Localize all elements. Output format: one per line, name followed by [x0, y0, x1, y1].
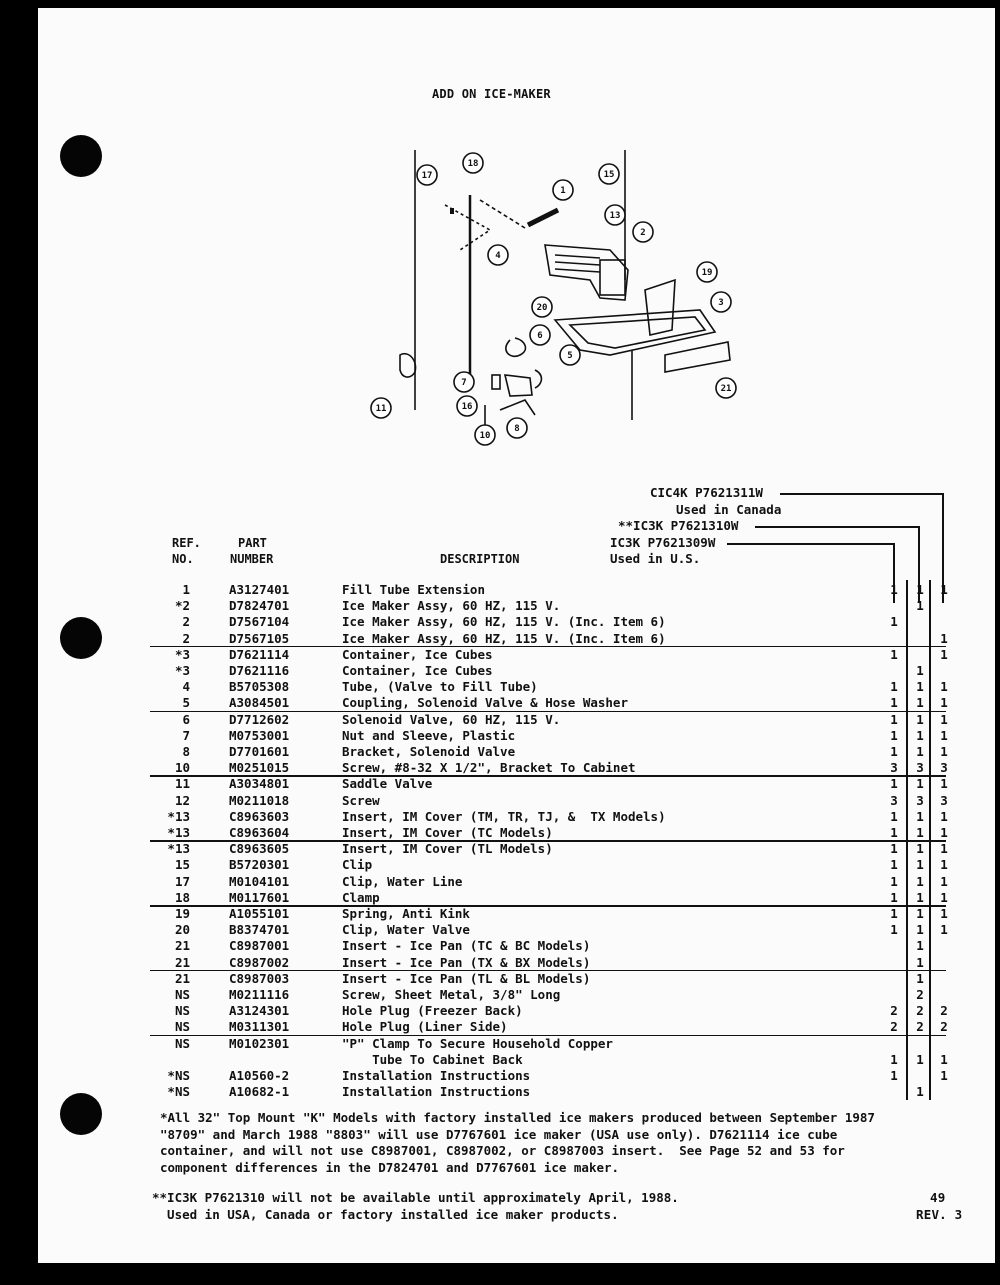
ref-no: 10	[174, 760, 190, 776]
ref-no: *NS	[167, 1084, 190, 1100]
qty-ic3k-2: 1	[916, 922, 924, 938]
ref-no: *13	[167, 808, 190, 824]
part-number: M0102301	[229, 1035, 290, 1051]
part-number: D7824701	[229, 598, 290, 614]
table-row	[0, 793, 1000, 809]
qty-ic3k: 1	[890, 889, 898, 905]
qty-ic3k-2: 3	[916, 792, 924, 808]
description: Solenoid Valve, 60 HZ, 115 V.	[342, 711, 561, 727]
callout-8: 8	[514, 424, 520, 434]
row-separator	[150, 775, 946, 777]
qty-ic3k: 1	[890, 808, 898, 824]
part-number: C8987003	[229, 970, 290, 986]
callout-4: 4	[495, 251, 501, 261]
qty-ic3k-2: 1	[916, 1084, 924, 1100]
qty-cic4k: 2	[940, 1003, 948, 1019]
qty-ic3k-2: 1	[916, 679, 924, 695]
qty-cic4k: 1	[940, 695, 948, 711]
qty-cic4k: 1	[940, 1068, 948, 1083]
description: Ice Maker Assy, 60 HZ, 115 V. (Inc. Item 6)	[342, 614, 666, 630]
qty-cic4k: 2	[940, 1019, 948, 1035]
part-number: M0251015	[229, 760, 290, 776]
qty-cic4k: 1	[940, 922, 948, 938]
table-row	[0, 987, 1000, 1003]
qty-cic4k: 1	[940, 1051, 948, 1067]
ref-no: 2	[182, 614, 190, 630]
binder-hole-top	[60, 135, 102, 177]
part-number: A10682-1	[229, 1084, 290, 1100]
callout-1: 1	[560, 186, 566, 196]
qty-ic3k: 1	[890, 825, 898, 840]
qty-ic3k: 1	[890, 841, 898, 857]
table-row	[0, 922, 1000, 938]
ref-no: 4	[182, 679, 190, 695]
ref-no: 15	[174, 857, 190, 873]
table-row	[0, 598, 1000, 614]
qty-cic4k: 3	[940, 760, 948, 776]
ice-maker-exploded-diagram	[360, 150, 760, 450]
qty-ic3k-2: 1	[916, 906, 924, 921]
table-row	[0, 938, 1000, 954]
table-row	[0, 809, 1000, 825]
ref-no: 1	[182, 582, 190, 597]
part-number: A3127401	[229, 582, 290, 597]
col-header-no: NO.	[172, 552, 194, 566]
row-separator	[150, 905, 946, 907]
table-row	[0, 728, 1000, 744]
table-row	[0, 874, 1000, 890]
ref-no: NS	[174, 1003, 190, 1019]
description: Insert, IM Cover (TC Models)	[342, 825, 553, 840]
qty-ic3k: 1	[890, 614, 898, 630]
description: "P" Clamp To Secure Household Copper	[342, 1035, 613, 1051]
model-header-2: **IC3K P7621310W	[618, 518, 739, 533]
qty-ic3k-2: 1	[916, 776, 924, 792]
description: Ice Maker Assy, 60 HZ, 115 V.	[342, 598, 561, 614]
qty-ic3k: 1	[890, 873, 898, 889]
description: Hole Plug (Freezer Back)	[342, 1003, 523, 1019]
ref-no: NS	[174, 1035, 190, 1051]
qty-ic3k-2: 1	[916, 727, 924, 743]
table-row	[0, 841, 1000, 857]
callout-13: 13	[609, 211, 621, 221]
description: Saddle Valve	[342, 776, 433, 792]
callout-10: 10	[479, 431, 491, 441]
ref-no: *NS	[167, 1068, 190, 1083]
callout-11: 11	[375, 404, 387, 414]
table-row	[0, 760, 1000, 776]
qty-ic3k: 1	[890, 711, 898, 727]
table-row	[0, 647, 1000, 663]
ref-no: *13	[167, 825, 190, 840]
row-separator	[150, 1035, 946, 1037]
footnote-2: **IC3K P7621310 will not be available until approximately April, 1988. Used in USA, Canada or factory installed ice maker products.	[152, 1190, 679, 1222]
row-separator	[150, 970, 946, 972]
ref-no: 17	[174, 873, 190, 889]
description: Installation Instructions	[342, 1084, 531, 1100]
qty-ic3k-2: 1	[916, 582, 924, 597]
ref-no: *3	[174, 663, 190, 678]
part-number: C8987002	[229, 954, 290, 970]
table-row	[0, 663, 1000, 679]
qty-ic3k: 1	[890, 744, 898, 759]
qty-ic3k-2: 1	[916, 663, 924, 678]
qty-cic4k: 1	[940, 873, 948, 889]
row-separator	[150, 840, 946, 842]
part-number: D7712602	[229, 711, 290, 727]
part-number: A3034801	[229, 776, 290, 792]
part-number: D7567104	[229, 614, 290, 630]
ref-no: *13	[167, 841, 190, 857]
qty-ic3k-2: 2	[916, 987, 924, 1002]
qty-ic3k-2: 1	[916, 744, 924, 759]
part-number: D7567105	[229, 630, 290, 646]
ref-no: 20	[174, 922, 190, 938]
callout-21: 21	[720, 384, 732, 394]
ref-no: 21	[174, 938, 190, 954]
description: Screw	[342, 792, 380, 808]
part-number: M0311301	[229, 1019, 290, 1035]
qty-ic3k-2: 1	[916, 954, 924, 970]
ref-no: *2	[174, 598, 190, 614]
footnote-1: *All 32" Top Mount "K" Models with factory installed ice makers produced between September 1987 "8709" and March 1988 "8803" will use D7767601 ice maker (USA use only). D7621114 ice cube container, and will not use C8987001, C8987002, or C8987003 insert. See Page 52 and 53 for component differences in the D7824701 and D7767601 ice maker.	[160, 1110, 875, 1175]
description: Insert - Ice Pan (TC & BC Models)	[342, 938, 591, 954]
qty-cic4k: 1	[940, 841, 948, 857]
qty-cic4k: 1	[940, 582, 948, 597]
table-row	[0, 614, 1000, 630]
callout-5: 5	[567, 351, 573, 361]
col-header-description: DESCRIPTION	[440, 552, 520, 566]
qty-cic4k: 1	[940, 744, 948, 759]
description: Insert, IM Cover (TM, TR, TJ, & TX Models)	[342, 808, 666, 824]
table-row	[0, 776, 1000, 792]
part-number: A10560-2	[229, 1068, 290, 1083]
qty-ic3k: 1	[890, 695, 898, 711]
qty-ic3k: 1	[890, 1068, 898, 1083]
part-number: M0117601	[229, 889, 290, 905]
part-number: C8963604	[229, 825, 290, 840]
qty-cic4k: 1	[940, 711, 948, 727]
table-row	[0, 857, 1000, 873]
qty-ic3k: 1	[890, 646, 898, 662]
qty-ic3k-2: 1	[916, 808, 924, 824]
page-number: 49	[930, 1190, 946, 1205]
qty-ic3k: 1	[890, 582, 898, 597]
qty-ic3k-2: 1	[916, 841, 924, 857]
col-header-part: PART	[238, 536, 267, 550]
table-row	[0, 825, 1000, 841]
qty-ic3k-2: 2	[916, 1019, 924, 1035]
table-row	[0, 679, 1000, 695]
callout-20: 20	[536, 303, 548, 313]
callout-15: 15	[603, 170, 615, 180]
qty-ic3k-2: 1	[916, 970, 924, 986]
qty-ic3k: 1	[890, 857, 898, 873]
qty-cic4k: 1	[940, 857, 948, 873]
ref-no: 21	[174, 954, 190, 970]
model-header-1-note: Used in Canada	[676, 502, 782, 517]
ref-no: 21	[174, 970, 190, 986]
qty-ic3k-2: 1	[916, 598, 924, 614]
qty-ic3k: 1	[890, 1051, 898, 1067]
part-number: C8963605	[229, 841, 290, 857]
description: Spring, Anti Kink	[342, 906, 470, 921]
qty-ic3k: 1	[890, 727, 898, 743]
description: Insert - Ice Pan (TL & BL Models)	[342, 970, 591, 986]
col-header-number: NUMBER	[230, 552, 274, 566]
table-row	[0, 1019, 1000, 1035]
qty-ic3k-2: 1	[916, 1051, 924, 1067]
page-title: ADD ON ICE-MAKER	[432, 87, 551, 101]
table-row	[0, 1052, 1000, 1068]
qty-ic3k-2: 1	[916, 873, 924, 889]
qty-cic4k: 1	[940, 646, 948, 662]
qty-ic3k-2: 1	[916, 711, 924, 727]
callout-18: 18	[467, 159, 479, 169]
qty-ic3k: 3	[890, 792, 898, 808]
model-header-3: IC3K P7621309W	[610, 535, 716, 550]
description: Installation Instructions	[342, 1068, 531, 1083]
description: Bracket, Solenoid Valve	[342, 744, 516, 759]
part-number: A1055101	[229, 906, 290, 921]
qty-ic3k-2: 1	[916, 938, 924, 954]
table-row	[0, 1068, 1000, 1084]
description: Coupling, Solenoid Valve & Hose Washer	[342, 695, 628, 711]
part-number: B5705308	[229, 679, 290, 695]
part-number: D7621114	[229, 646, 290, 662]
part-number: D7621116	[229, 663, 290, 678]
ref-no: 6	[182, 711, 190, 727]
table-row	[0, 971, 1000, 987]
description: Screw, Sheet Metal, 3/8" Long	[342, 987, 561, 1002]
qty-ic3k-2: 3	[916, 760, 924, 776]
qty-ic3k-2: 1	[916, 825, 924, 840]
qty-ic3k: 2	[890, 1019, 898, 1035]
table-row	[0, 955, 1000, 971]
part-number: C8963603	[229, 808, 290, 824]
description: Container, Ice Cubes	[342, 646, 493, 662]
ref-no: 12	[174, 792, 190, 808]
qty-ic3k-2: 1	[916, 889, 924, 905]
description: Insert - Ice Pan (TX & BX Models)	[342, 954, 591, 970]
description: Ice Maker Assy, 60 HZ, 115 V. (Inc. Item 6)	[342, 630, 666, 646]
description: Tube To Cabinet Back	[342, 1051, 523, 1067]
callout-6: 6	[537, 331, 543, 341]
callout-17: 17	[421, 171, 433, 181]
qty-ic3k: 1	[890, 906, 898, 921]
description: Nut and Sleeve, Plastic	[342, 727, 516, 743]
part-number: B5720301	[229, 857, 290, 873]
qty-cic4k: 1	[940, 825, 948, 840]
qty-cic4k: 1	[940, 808, 948, 824]
ref-no: 8	[182, 744, 190, 759]
callout-16: 16	[461, 402, 473, 412]
table-row	[0, 906, 1000, 922]
qty-cic4k: 1	[940, 630, 948, 646]
description: Insert, IM Cover (TL Models)	[342, 841, 553, 857]
part-number: B8374701	[229, 922, 290, 938]
table-row	[0, 1084, 1000, 1100]
ref-no: NS	[174, 987, 190, 1002]
table-row	[0, 582, 1000, 598]
table-row	[0, 712, 1000, 728]
table-row	[0, 744, 1000, 760]
part-number: D7701601	[229, 744, 290, 759]
qty-ic3k: 1	[890, 922, 898, 938]
qty-ic3k-2: 1	[916, 695, 924, 711]
qty-ic3k: 1	[890, 776, 898, 792]
qty-ic3k: 3	[890, 760, 898, 776]
part-number: M0753001	[229, 727, 290, 743]
ref-no: NS	[174, 1019, 190, 1035]
col-header-ref: REF.	[172, 536, 201, 550]
qty-cic4k: 1	[940, 727, 948, 743]
qty-cic4k: 1	[940, 776, 948, 792]
ref-no: 18	[174, 889, 190, 905]
qty-ic3k: 1	[890, 679, 898, 695]
description: Clip, Water Valve	[342, 922, 470, 938]
qty-ic3k-2: 2	[916, 1003, 924, 1019]
callout-7: 7	[461, 378, 467, 388]
qty-cic4k: 3	[940, 792, 948, 808]
description: Clip, Water Line	[342, 873, 463, 889]
part-number: A3124301	[229, 1003, 290, 1019]
table-row	[0, 1003, 1000, 1019]
ref-no: 11	[174, 776, 190, 792]
part-number: M0211116	[229, 987, 290, 1002]
callout-3: 3	[718, 298, 724, 308]
part-number: M0104101	[229, 873, 290, 889]
qty-cic4k: 1	[940, 906, 948, 921]
table-row	[0, 695, 1000, 711]
description: Hole Plug (Liner Side)	[342, 1019, 508, 1035]
ref-no: 5	[182, 695, 190, 711]
callout-2: 2	[640, 228, 646, 238]
model-header-1: CIC4K P7621311W	[650, 485, 763, 500]
ref-no: *3	[174, 646, 190, 662]
qty-cic4k: 1	[940, 679, 948, 695]
ref-no: 2	[182, 630, 190, 646]
description: Clip	[342, 857, 373, 873]
callout-19: 19	[701, 268, 713, 278]
qty-cic4k: 1	[940, 889, 948, 905]
qty-ic3k: 2	[890, 1003, 898, 1019]
part-number: C8987001	[229, 938, 290, 954]
description: Fill Tube Extension	[342, 582, 485, 597]
ref-no: 7	[182, 727, 190, 743]
description: Clamp	[342, 889, 380, 905]
description: Container, Ice Cubes	[342, 663, 493, 678]
row-separator	[150, 646, 946, 648]
description: Tube, (Valve to Fill Tube)	[342, 679, 538, 695]
row-separator	[150, 711, 946, 713]
ref-no: 19	[174, 906, 190, 921]
revision: REV. 3	[916, 1207, 963, 1222]
part-number: M0211018	[229, 792, 290, 808]
part-number: A3084501	[229, 695, 290, 711]
description: Screw, #8-32 X 1/2", Bracket To Cabinet	[342, 760, 636, 776]
model-header-3-note: Used in U.S.	[610, 551, 701, 566]
qty-ic3k-2: 1	[916, 857, 924, 873]
table-row	[0, 631, 1000, 647]
table-row	[0, 1036, 1000, 1052]
table-row	[0, 890, 1000, 906]
